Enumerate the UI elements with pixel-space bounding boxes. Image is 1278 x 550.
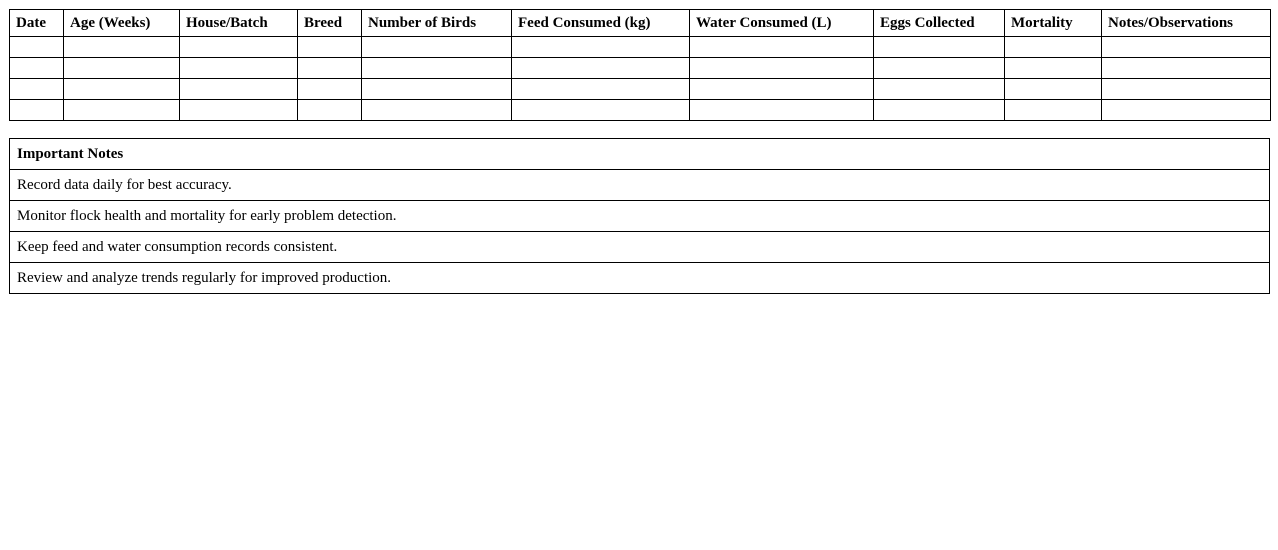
cell-eggs-collected[interactable] [874, 58, 1005, 79]
cell-breed[interactable] [298, 58, 362, 79]
cell-water-consumed[interactable] [690, 58, 874, 79]
column-header-house-batch: House/Batch [180, 10, 298, 37]
column-header-breed: Breed [298, 10, 362, 37]
note-item-text: Keep feed and water consumption records consistent. [10, 232, 1270, 263]
table-row[interactable] [10, 100, 1271, 121]
cell-number-of-birds[interactable] [362, 100, 512, 121]
cell-water-consumed[interactable] [690, 100, 874, 121]
cell-breed[interactable] [298, 100, 362, 121]
table-row[interactable] [10, 79, 1271, 100]
cell-notes-observations[interactable] [1102, 37, 1271, 58]
cell-mortality[interactable] [1005, 37, 1102, 58]
cell-mortality[interactable] [1005, 100, 1102, 121]
cell-breed[interactable] [298, 79, 362, 100]
cell-water-consumed[interactable] [690, 79, 874, 100]
section-spacer [9, 121, 1270, 138]
note-item-text: Monitor flock health and mortality for early problem detection. [10, 201, 1270, 232]
list-item [10, 232, 1270, 263]
table-row[interactable] [10, 37, 1271, 58]
column-header-number-of-birds: Number of Birds [362, 10, 512, 37]
cell-feed-consumed[interactable] [512, 100, 690, 121]
poultry-record-table [9, 9, 1271, 121]
cell-house-batch[interactable] [180, 37, 298, 58]
cell-number-of-birds[interactable] [362, 58, 512, 79]
column-header-feed-consumed: Feed Consumed (kg) [512, 10, 690, 37]
note-item-text: Record data daily for best accuracy. [10, 170, 1270, 201]
column-header-water-consumed: Water Consumed (L) [690, 10, 874, 37]
cell-house-batch[interactable] [180, 79, 298, 100]
column-header-eggs-collected: Eggs Collected [874, 10, 1005, 37]
cell-age-weeks[interactable] [64, 100, 180, 121]
table-header-row [10, 10, 1271, 37]
list-item [10, 170, 1270, 201]
cell-water-consumed[interactable] [690, 37, 874, 58]
cell-notes-observations[interactable] [1102, 100, 1271, 121]
cell-eggs-collected[interactable] [874, 79, 1005, 100]
cell-age-weeks[interactable] [64, 79, 180, 100]
cell-date[interactable] [10, 37, 64, 58]
cell-house-batch[interactable] [180, 58, 298, 79]
cell-mortality[interactable] [1005, 79, 1102, 100]
cell-breed[interactable] [298, 37, 362, 58]
cell-age-weeks[interactable] [64, 58, 180, 79]
cell-mortality[interactable] [1005, 58, 1102, 79]
cell-number-of-birds[interactable] [362, 37, 512, 58]
cell-notes-observations[interactable] [1102, 58, 1271, 79]
list-item [10, 201, 1270, 232]
column-header-mortality: Mortality [1005, 10, 1102, 37]
list-item [10, 263, 1270, 294]
notes-header-row [10, 139, 1270, 170]
cell-date[interactable] [10, 79, 64, 100]
cell-notes-observations[interactable] [1102, 79, 1271, 100]
cell-feed-consumed[interactable] [512, 58, 690, 79]
cell-eggs-collected[interactable] [874, 37, 1005, 58]
cell-eggs-collected[interactable] [874, 100, 1005, 121]
cell-date[interactable] [10, 100, 64, 121]
cell-number-of-birds[interactable] [362, 79, 512, 100]
cell-feed-consumed[interactable] [512, 37, 690, 58]
cell-house-batch[interactable] [180, 100, 298, 121]
column-header-age-weeks: Age (Weeks) [64, 10, 180, 37]
column-header-date: Date [10, 10, 64, 37]
note-item-text: Review and analyze trends regularly for improved production. [10, 263, 1270, 294]
cell-age-weeks[interactable] [64, 37, 180, 58]
cell-date[interactable] [10, 58, 64, 79]
important-notes-table [9, 138, 1270, 294]
notes-header-label: Important Notes [10, 139, 1270, 170]
cell-feed-consumed[interactable] [512, 79, 690, 100]
table-row[interactable] [10, 58, 1271, 79]
column-header-notes-observations: Notes/Observations [1102, 10, 1271, 37]
